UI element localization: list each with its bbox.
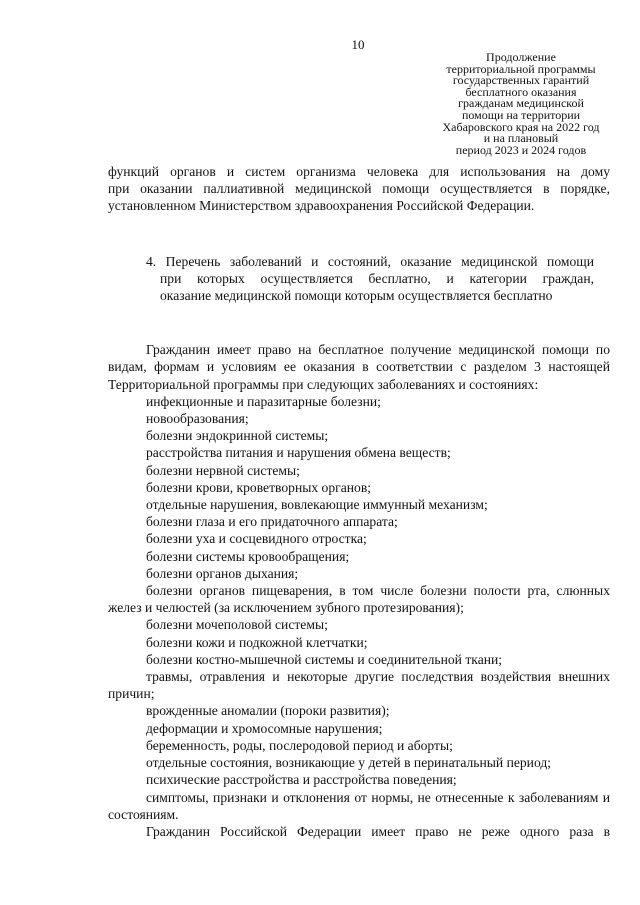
section-title-line: оказание медицинской помощи которым осуществляется бесплатно [160, 288, 553, 304]
condition-item: болезни мочеполовой системы; [146, 617, 328, 633]
section-title-line: при которых осуществляется бесплатно, и категории граждан, [160, 270, 594, 286]
condition-item: травмы, отравления и некоторые другие последствия воздействия внешних причин; [108, 669, 610, 702]
intro-line: при оказании паллиативной медицинской помощи осуществляется в порядке, [108, 181, 610, 197]
condition-item: новообразования; [146, 411, 249, 427]
header-line: бесплатного оказания [465, 84, 577, 99]
page-number: 10 [351, 37, 365, 52]
header-continuation-block [416, 52, 626, 156]
condition-item: болезни глаза и его придаточного аппарата; [146, 514, 398, 530]
condition-item: болезни нервной системы; [146, 462, 300, 478]
header-line: помощи на территории [461, 107, 581, 122]
header-line: и на плановый [483, 131, 559, 146]
condition-item: отдельные состояния, возникающие у детей в перинатальный период; [146, 755, 552, 771]
intro-line: установленном Министерством здравоохранения Российской Федерации. [108, 198, 535, 214]
condition-item: болезни костно-мышечной системы и соединительной ткани; [146, 651, 503, 667]
header-line: территориальной программы [446, 61, 596, 76]
condition-item: отдельные нарушения, вовлекающие иммунный механизм; [146, 497, 488, 513]
section-title-line: 4. Перечень заболеваний и состояний, оказание медицинской помощи [146, 253, 594, 269]
conditions-list [108, 393, 610, 823]
condition-item: беременность, роды, послеродовой период и аборты; [146, 737, 453, 753]
header-line: Хабаровского края на 2022 год [442, 119, 600, 134]
condition-item: болезни органов дыхания; [146, 565, 299, 581]
condition-item: расстройства питания и нарушения обмена веществ; [146, 445, 451, 461]
condition-item: симптомы, признаки и отклонения от нормы, не отнесенные к заболеваниям и состояниям. [108, 789, 610, 822]
condition-item: болезни органов пищеварения, в том числе болезни полости рта, слюнных желез и челюстей (за исключением зубного протезирования); [108, 583, 610, 616]
header-line: период 2023 и 2024 годов [455, 142, 587, 157]
section-title [108, 253, 610, 305]
intro-line: функций органов и систем организма человека для использования на дому [108, 164, 610, 179]
condition-item: врожденные аномалии (пороки развития); [146, 703, 390, 719]
condition-item: психические расстройства и расстройства поведения; [146, 772, 457, 788]
condition-item: болезни уха и сосцевидного отростка; [146, 531, 367, 547]
condition-item: болезни крови, кроветворных органов; [146, 479, 372, 495]
condition-item: деформации и хромосомные нарушения; [146, 720, 383, 736]
lead-paragraph: Гражданин имеет право на бесплатное получение медицинской помощи по видам, формам и условиям ее оказания в соответствии с разделом 3 настоящей Территориальной программы при следующих заболеваниях и состояниях: [108, 342, 610, 392]
document-body [108, 163, 610, 840]
condition-item: болезни кожи и подкожной клетчатки; [146, 634, 368, 650]
closing-line: Гражданин Российской Федерации имеет право не реже одного раза в [146, 823, 610, 839]
condition-item: болезни системы кровообращения; [146, 548, 350, 564]
condition-item: инфекционные и паразитарные болезни; [146, 393, 381, 409]
condition-item: болезни эндокринной системы; [146, 428, 329, 444]
header-line: Продолжение [486, 50, 556, 64]
header-line: гражданам медицинской [458, 96, 584, 111]
header-line: государственных гарантий [452, 73, 590, 88]
intro-paragraph [108, 163, 610, 215]
